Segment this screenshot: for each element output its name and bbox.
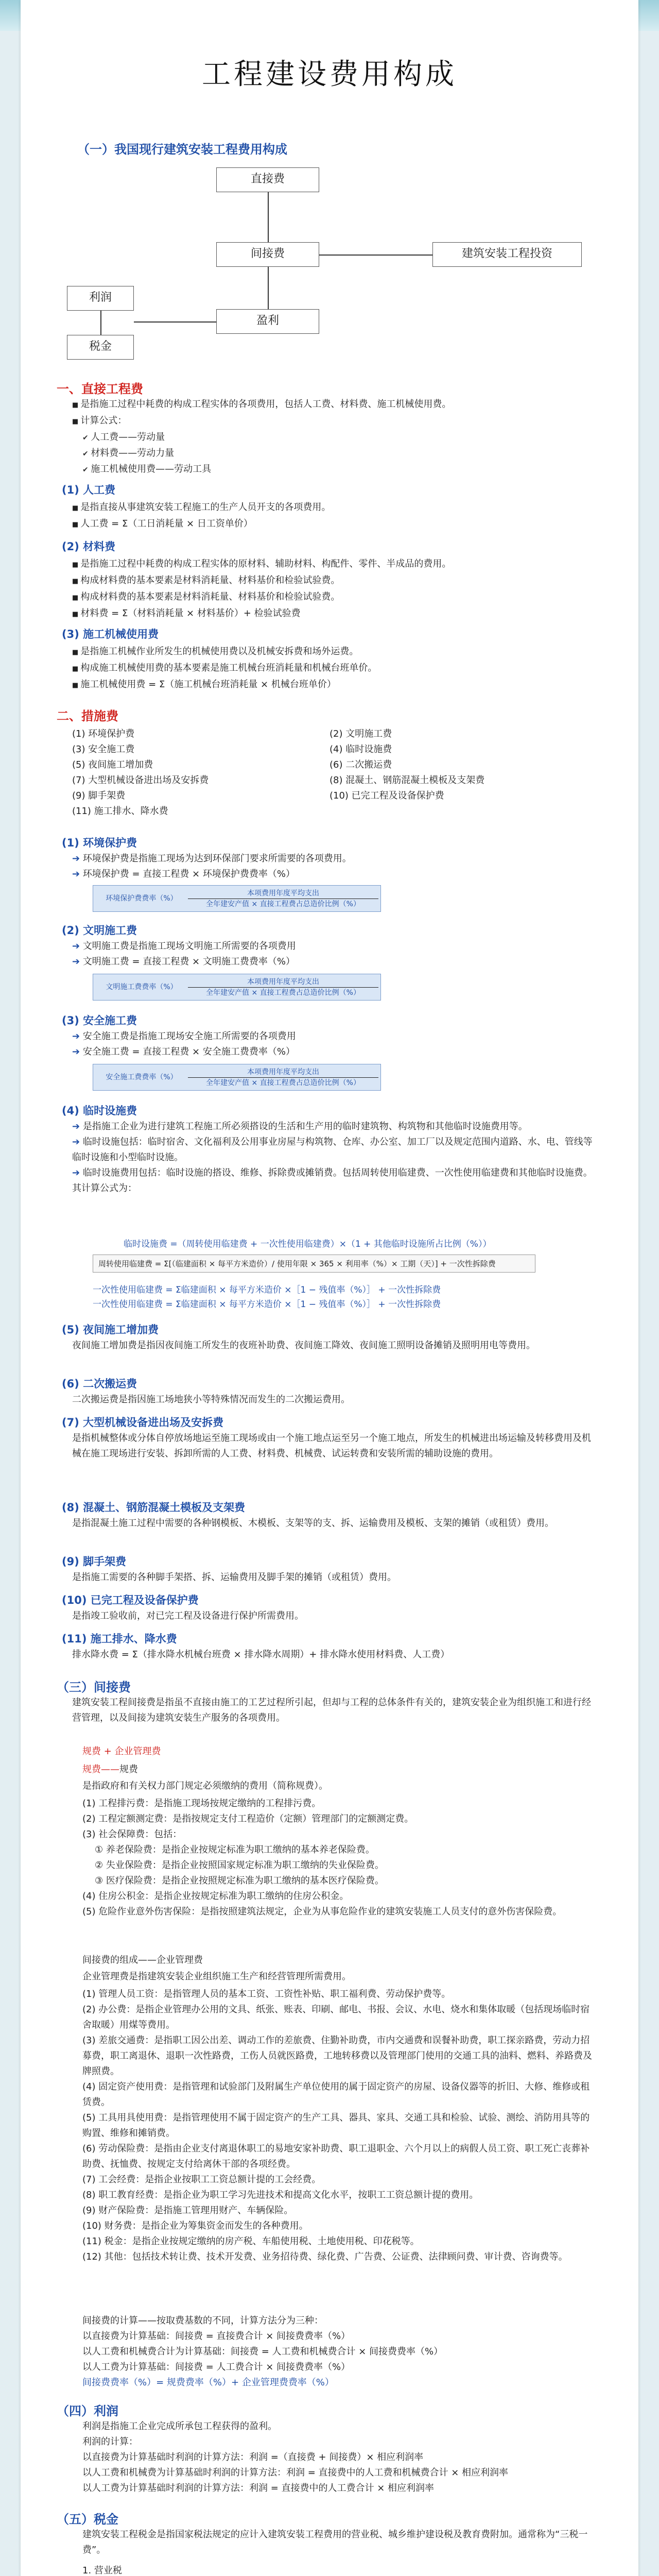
labor-heading: (1) 人工费: [62, 484, 116, 496]
list-item: (6) 劳动保险费：是指由企业支付离退休职工的易地安家补助费、职工退职金、六个月以上的病假人员工资、职工死亡丧葬补助费、抚恤费、按规定支付给离休干部的各项经费。: [82, 2143, 590, 2170]
calc-line: 间接费费率（%）= 规费费率（%）+ 企业管理费费率（%）: [82, 2377, 334, 2388]
list-item: (5) 危险作业意外伤害保险：是指按照建筑法规定，企业为从事危险作业的建筑安装施工人员支付的意外伤害保险费。: [82, 1906, 562, 1917]
civil-rate-label: 文明施工费费率（%）: [106, 983, 178, 991]
profit-line: 以直接费为计算基础时利润的计算方法：利润 =（直接费 + 间接费）× 相应利润率: [82, 2452, 424, 2463]
connector-line: [319, 255, 432, 256]
list-item: (10) 财务费：是指企业为筹集资金而发生的各种费用。: [82, 2221, 308, 2231]
material-list: [72, 556, 587, 622]
list-item: (4) 临时设施费: [330, 744, 392, 755]
profit-text: [82, 2419, 597, 2496]
scaffold-text: 是指施工需要的各种脚手架搭、拆、运输费用及脚手架的摊销（或租赁）费用。: [72, 1572, 396, 1583]
temp-desc2: ➔ 临时设施包括：临时宿舍、文化福利及公用事业房屋与构筑物、仓库、办公室、加工厂以及规定范围内道路、水、电、管线等临时设施和小型临时设施。: [72, 1134, 597, 1165]
measures-list-right: [330, 726, 597, 804]
list-item: (2) 办公费：是指企业管理办公用的文具、纸张、账表、印刷、邮电、书报、会议、水电、烧水和集体取暖（包括现场临时宿舍取暖）用煤等费用。: [82, 2004, 590, 2030]
list-item: ③ 医疗保险费：是指企业按照规定标准为职工缴纳的基本医疗保险费。: [95, 1875, 384, 1886]
profit-line: 利润是指施工企业完成所承包工程获得的盈利。: [82, 2421, 277, 2432]
list-item: (1) 环境保护费: [72, 728, 135, 739]
safety-heading: (3) 安全施工费: [62, 1014, 137, 1027]
protection-text: 是指竣工验收前，对已完工程及设备进行保护所需费用。: [72, 1611, 304, 1621]
temp-desc3: ➔ 临时设施费用包括：临时设施的搭设、维修、拆除费或摊销费。包括周转使用临建费、一次性使用临建费和其他临时设施费。其计算公式为：: [72, 1165, 597, 1196]
list-item: (8) 职工教育经费：是指企业为职工学习先进技术和提高文化水平，按职工工资总额计提的费用。: [82, 2190, 479, 2200]
list-item: ■ 施工机械使用费 = Σ（施工机械台班消耗量 × 机械台班单价）: [72, 677, 587, 693]
fees-desc: 是指政府和有关权力部门规定必须缴纳的费用（简称规费）。: [82, 1781, 328, 1791]
list-item: (10) 已完工程及设备保护费: [330, 790, 444, 801]
list-item: (4) 固定资产使用费：是指管理和试验部门及附属生产单位使用的属于固定资产的房屋、设备仪器等的折旧、大修、维修或租赁费。: [82, 2081, 590, 2108]
connector-line: [100, 311, 101, 335]
safety-rate-formula: [93, 1064, 381, 1091]
list-item: ■ 是指直接从事建筑安装工程施工的生产人员开支的各项费用。: [72, 500, 587, 516]
connector-line: [268, 192, 269, 242]
connector-line: [134, 321, 216, 323]
fees-label: [82, 1762, 138, 1777]
labor-list: [72, 500, 587, 533]
profit-line: 以人工费为计算基础时利润的计算方法：利润 = 直接费中的人工费合计 × 相应利润率: [82, 2483, 435, 2494]
safety-rate-denominator: 全年建安产值 × 直接工程费占总造价比例（%）: [206, 1078, 360, 1087]
temp-text: [72, 1119, 597, 1196]
list-item: (9) 财产保险费：是指施工管理用财产、车辆保险。: [82, 2205, 293, 2216]
temp-formula-line: 一次性使用临建费 = Σ临建面积 × 每平方米造价 ×［1 − 残值率（%）］ + 一次性拆除费: [93, 1285, 441, 1295]
list-item: (4) 住房公积金：是指企业按规定标准为职工缴纳的住房公积金。: [82, 1891, 349, 1902]
env-desc: ➔ 环境保护费是指施工现场为达到环保部门要求所需要的各项费用。: [72, 851, 587, 867]
temp-formula-box: 周转使用临建费 = Σ[（临建面积 × 每平方米造价）/ 使用年限 × 365 × 利用率（%）× 工期（天）] + 一次性拆除费: [93, 1255, 535, 1273]
list-item: ■ 构成材料费的基本要素是材料消耗量、材料基价和检验试验费。: [72, 589, 587, 606]
list-item: (3) 差旅交通费：是指职工因公出差、调动工作的差旅费、住勤补助费，市内交通费和误餐补助费，职工探亲路费，劳动力招募费，职工离退休、退职一次性路费，工伤人员就医路费，工地转移费以及管理部门使用的交通工具的油料、燃料、养路费及牌照费。: [82, 2035, 592, 2077]
env-rate-denominator: 全年建安产值 × 直接工程费占总造价比例（%）: [206, 900, 360, 908]
list-item: ■ 是指施工机械作业所发生的机械使用费以及机械安拆费和场外运费。: [72, 644, 587, 660]
calc-intro: 间接费的计算——按取费基数的不同，计算方法分为三种：: [82, 2315, 323, 2326]
indirect-heading: （三）间接费: [57, 1680, 131, 1694]
list-item: ■ 是指施工过程中耗费的构成工程实体的原材料、辅助材料、构配件、零件、半成品的费用。: [72, 556, 587, 573]
direct-cost-list: [72, 397, 587, 478]
direct-cost-box: 直接费: [216, 167, 319, 192]
temp-heading: (4) 临时设施费: [62, 1105, 137, 1117]
fees-list: [82, 1796, 597, 1920]
fees-label-sub: 规费: [119, 1764, 138, 1775]
section-heading: （一）我国现行建筑安装工程费用构成: [77, 142, 287, 157]
profit-box: 盈利: [216, 309, 319, 334]
profit-line: 以人工费和机械费为计算基础时利润的计算方法：利润 = 直接费中的人工费和机械费合计 × 相应利润率: [82, 2467, 509, 2478]
tax-item-heading: 1. 营业税: [82, 2565, 122, 2576]
safety-formula: ➔ 安全施工费 = 直接工程费 × 安全施工费费率（%）: [72, 1044, 587, 1060]
drainage-text: 排水降水费 = Σ（排水降水机械台班费 × 排水降水周期）+ 排水降水使用材料费、人工费）: [72, 1649, 450, 1660]
env-rate-formula: [93, 885, 381, 912]
list-item: ■ 是指施工过程中耗费的构成工程实体的各项费用，包括人工费、材料费、施工机械使用费。: [72, 397, 587, 413]
temp-formula: 临时设施费 =（周转使用临建费 + 一次性使用临建费）×（1 + 其他临时设施所占比例（%））: [124, 1239, 492, 1249]
env-text: [72, 851, 587, 882]
temp-desc: ➔ 是指施工企业为进行建筑工程施工所必须搭设的生活和生产用的临时建筑物、构筑物和其他临时设施费用等。: [72, 1119, 597, 1134]
temp-formula-2: [93, 1283, 597, 1312]
fees-label-text: 规费——: [82, 1764, 119, 1775]
indirect-components: 规费 + 企业管理费: [82, 1746, 161, 1757]
list-item: (7) 工会经费：是指企业按职工工资总额计提的工会经费。: [82, 2174, 321, 2185]
list-item: (12) 其他：包括技术转让费、技术开发费、业务招待费、绿化费、广告费、公证费、法律顾问费、审计费、咨询费等。: [82, 2251, 568, 2262]
formwork-heading: (8) 混凝土、钢筋混凝土模板及支架费: [62, 1501, 246, 1514]
env-heading: (1) 环境保护费: [62, 837, 137, 849]
list-item: ① 养老保险费：是指企业按规定标准为职工缴纳的基本养老保险费。: [95, 1844, 375, 1855]
list-item: (11) 施工排水、降水费: [72, 806, 168, 817]
profit-line: 利润的计算：: [82, 2436, 138, 2447]
list-item: (2) 文明施工费: [330, 728, 392, 739]
list-item: ■ 构成施工机械使用费的基本要素是施工机械台班消耗量和机械台班单价。: [72, 660, 587, 677]
env-rate-label: 环境保护费费率（%）: [106, 894, 178, 903]
list-item: (9) 脚手架费: [72, 790, 126, 801]
civil-formula: ➔ 文明施工费 = 直接工程费 × 文明施工费费率（%）: [72, 954, 587, 970]
safety-desc: ➔ 安全施工费是指施工现场安全施工所需要的各项费用: [72, 1029, 587, 1044]
tax-box: 税金: [67, 335, 134, 360]
move-text: 二次搬运费是指因施工场地狭小等特殊情况而发生的二次搬运费用。: [72, 1394, 350, 1405]
list-item: (8) 混凝土、钢筋混凝土模板及支架费: [330, 775, 485, 786]
calc-line: 以直接费为计算基础：间接费 = 直接费合计 × 间接费费率（%）: [82, 2331, 351, 2342]
mgmt-desc: 企业管理费是指建筑安装企业组织施工生产和经营管理所需费用。: [82, 1971, 351, 1982]
formwork-text: 是指混凝土施工过程中需要的各种钢模板、木模板、支架等的支、拆、运输费用及模板、支架的摊销（或租赁）费用。: [72, 1518, 554, 1529]
list-item: ✔ 材料费——劳动力量: [72, 446, 587, 462]
list-item: ■ 材料费 = Σ（材料消耗量 × 材料基价）+ 检验试验费: [72, 606, 587, 622]
list-item: (11) 税金：是指企业按规定缴纳的房产税、车船使用税、土地使用税、印花税等。: [82, 2236, 420, 2247]
env-rate-numerator: 本项费用年度平均支出: [188, 888, 378, 899]
list-item: (3) 安全施工费: [72, 744, 135, 755]
temp-formula-line: 一次性使用临建费 = Σ临建面积 × 每平方米造价 ×［1 − 残值率（%）］ + 一次性拆除费: [93, 1299, 441, 1310]
civil-rate-denominator: 全年建安产值 × 直接工程费占总造价比例（%）: [206, 988, 360, 997]
connector-line: [268, 267, 269, 309]
mgmt-list: [82, 1987, 597, 2265]
safety-rate-label: 安全施工费费率（%）: [106, 1073, 178, 1081]
list-item: ② 失业保险费：是指企业按照国家规定标准为职工缴纳的失业保险费。: [95, 1860, 384, 1871]
measures-heading: 二、措施费: [57, 709, 118, 723]
civil-rate-formula: [93, 974, 381, 1001]
tax-desc: 建筑安装工程税金是指国家税法规定的应计入建筑安装工程费用的营业税、城乡维护建设税及教育费附加。通常称为“三税一费”。: [82, 2529, 588, 2555]
profit-heading: （四）利润: [57, 2404, 118, 2418]
protection-heading: (10) 已完工程及设备保护费: [62, 1594, 199, 1606]
move-heading: (6) 二次搬运费: [62, 1378, 137, 1390]
list-item: ■ 构成材料费的基本要素是材料消耗量、材料基价和检验试验费。: [72, 573, 587, 589]
list-item: ✔ 施工机械使用费——劳动工具: [72, 462, 587, 478]
list-item: (3) 社会保障费：包括：: [82, 1829, 182, 1840]
list-item: ■ 人工费 = Σ（工日消耗量 × 日工资单价）: [72, 516, 587, 533]
tax-heading: （五）税金: [57, 2512, 118, 2527]
list-item: (5) 夜间施工增加费: [72, 759, 153, 770]
civil-heading: (2) 文明施工费: [62, 924, 137, 937]
safety-rate-numerator: 本项费用年度平均支出: [188, 1067, 378, 1078]
calc-line: 以人工费为计算基础：间接费 = 人工费合计 × 间接费费率（%）: [82, 2362, 351, 2372]
indirect-cost-box: 间接费: [216, 242, 319, 267]
list-item: (6) 二次搬运费: [330, 759, 392, 770]
calc-line: 以人工费和机械费合计为计算基础：间接费 = 人工费和机械费合计 × 间接费费率（%）: [82, 2346, 443, 2357]
list-item: (7) 大型机械设备进出场及安拆费: [72, 775, 209, 786]
list-item: ✔ 人工费——劳动量: [72, 430, 587, 446]
interest-box: 利润: [67, 286, 134, 311]
total-investment-box: 建筑安装工程投资: [432, 242, 582, 267]
list-item: (1) 管理人员工资：是指管理人员的基本工资、工资性补贴、职工福利费、劳动保护费等。: [82, 1989, 451, 1999]
list-item: (1) 工程排污费：是指施工现场按规定缴纳的工程排污费。: [82, 1798, 321, 1809]
direct-cost-heading: 一、直接工程费: [57, 382, 143, 396]
indirect-calc: [82, 2313, 597, 2391]
scaffold-heading: (9) 脚手架费: [62, 1555, 127, 1568]
measures-list-left: [72, 726, 319, 819]
civil-rate-numerator: 本项费用年度平均支出: [188, 977, 378, 988]
page-title: 工程建设费用构成: [202, 58, 457, 91]
bigmachine-text: 是指机械整体或分体自停放场地运至施工现场或由一个施工地点运至另一个施工地点，所发生的机械进出场运输及转移费用及机械在施工现场进行安装、拆卸所需的人工费、材料费、机械费、试运转费和安装所需的辅助设施的费用。: [72, 1433, 591, 1459]
night-heading: (5) 夜间施工增加费: [62, 1324, 159, 1336]
machine-heading: (3) 施工机械使用费: [62, 628, 159, 640]
list-item: (2) 工程定额测定费：是指按规定支付工程造价（定额）管理部门的定额测定费。: [82, 1814, 414, 1824]
list-item: (5) 工具用具使用费：是指管理使用不属于固定资产的生产工具、器具、家具、交通工具和检验、试验、测绘、消防用具等的购置、维修和摊销费。: [82, 2112, 590, 2139]
machine-list: [72, 644, 587, 693]
civil-desc: ➔ 文明施工费是指施工现场文明施工所需要的各项费用: [72, 939, 587, 954]
env-formula: ➔ 环境保护费 = 直接工程费 × 环境保护费费率（%）: [72, 867, 587, 882]
bigmachine-heading: (7) 大型机械设备进出场及安拆费: [62, 1416, 224, 1429]
material-heading: (2) 材料费: [62, 540, 116, 553]
civil-text: [72, 939, 587, 970]
night-text: 夜间施工增加费是指因夜间施工所发生的夜班补助费、夜间施工降效、夜间施工照明设备摊销及照明用电等费用。: [72, 1340, 535, 1351]
indirect-desc: 建筑安装工程间接费是指虽不直接由施工的工艺过程所引起，但却与工程的总体条件有关的，建筑安装企业为组织施工和进行经营管理，以及间接为建筑安装生产服务的各项费用。: [72, 1697, 591, 1723]
list-item: ■ 计算公式：: [72, 413, 587, 430]
safety-text: [72, 1029, 587, 1060]
mgmt-label: 间接费的组成——企业管理费: [82, 1955, 203, 1965]
drainage-heading: (11) 施工排水、降水费: [62, 1633, 177, 1645]
